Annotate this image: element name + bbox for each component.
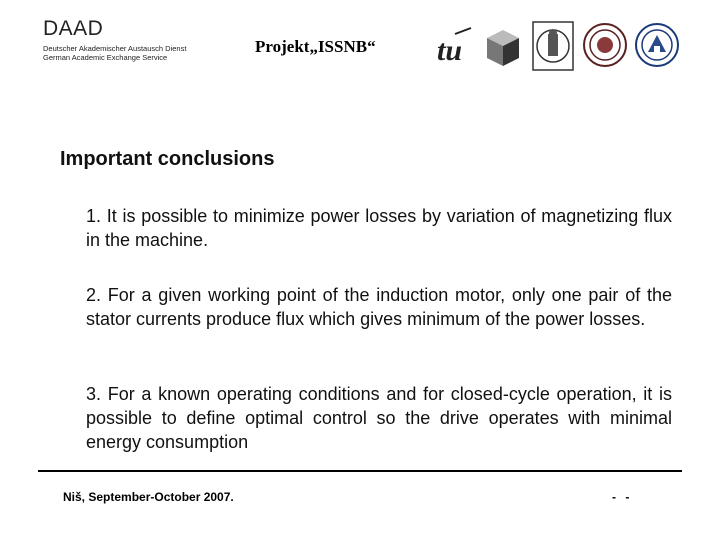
svg-text:tu: tu bbox=[437, 34, 463, 67]
university-seal-logo bbox=[533, 22, 573, 70]
daad-subtitle-english: German Academic Exchange Service bbox=[43, 53, 168, 62]
daad-subtitle-german: Deutscher Akademischer Austausch Dienst bbox=[43, 44, 187, 53]
institution-emblem-logo bbox=[636, 24, 678, 66]
footer-divider bbox=[38, 470, 682, 472]
university-crest-logo bbox=[584, 24, 626, 66]
footer-location-date: Niš, September-October 2007. bbox=[63, 490, 234, 504]
slide-heading: Important conclusions bbox=[60, 148, 275, 170]
cube-logo bbox=[487, 30, 519, 66]
footer-page-marker: - - bbox=[612, 490, 633, 504]
conclusion-point-2: 2. For a given working point of the induction motor, only one pair of the stator currents produce flux which gives minimum of the power losses. bbox=[86, 285, 672, 329]
partner-logos bbox=[435, 20, 680, 75]
tu-logo bbox=[437, 28, 471, 67]
project-title: Projekt„ISSNB“ bbox=[255, 37, 376, 56]
conclusion-point-1: 1. It is possible to minimize power losses by variation of magnetizing flux in the machine. bbox=[86, 206, 672, 250]
daad-logo-text: DAAD bbox=[43, 17, 104, 40]
conclusion-point-3: 3. For a known operating conditions and for closed-cycle operation, it is possible to define optimal control so the drive operates with minimal energy consumption bbox=[86, 384, 672, 452]
